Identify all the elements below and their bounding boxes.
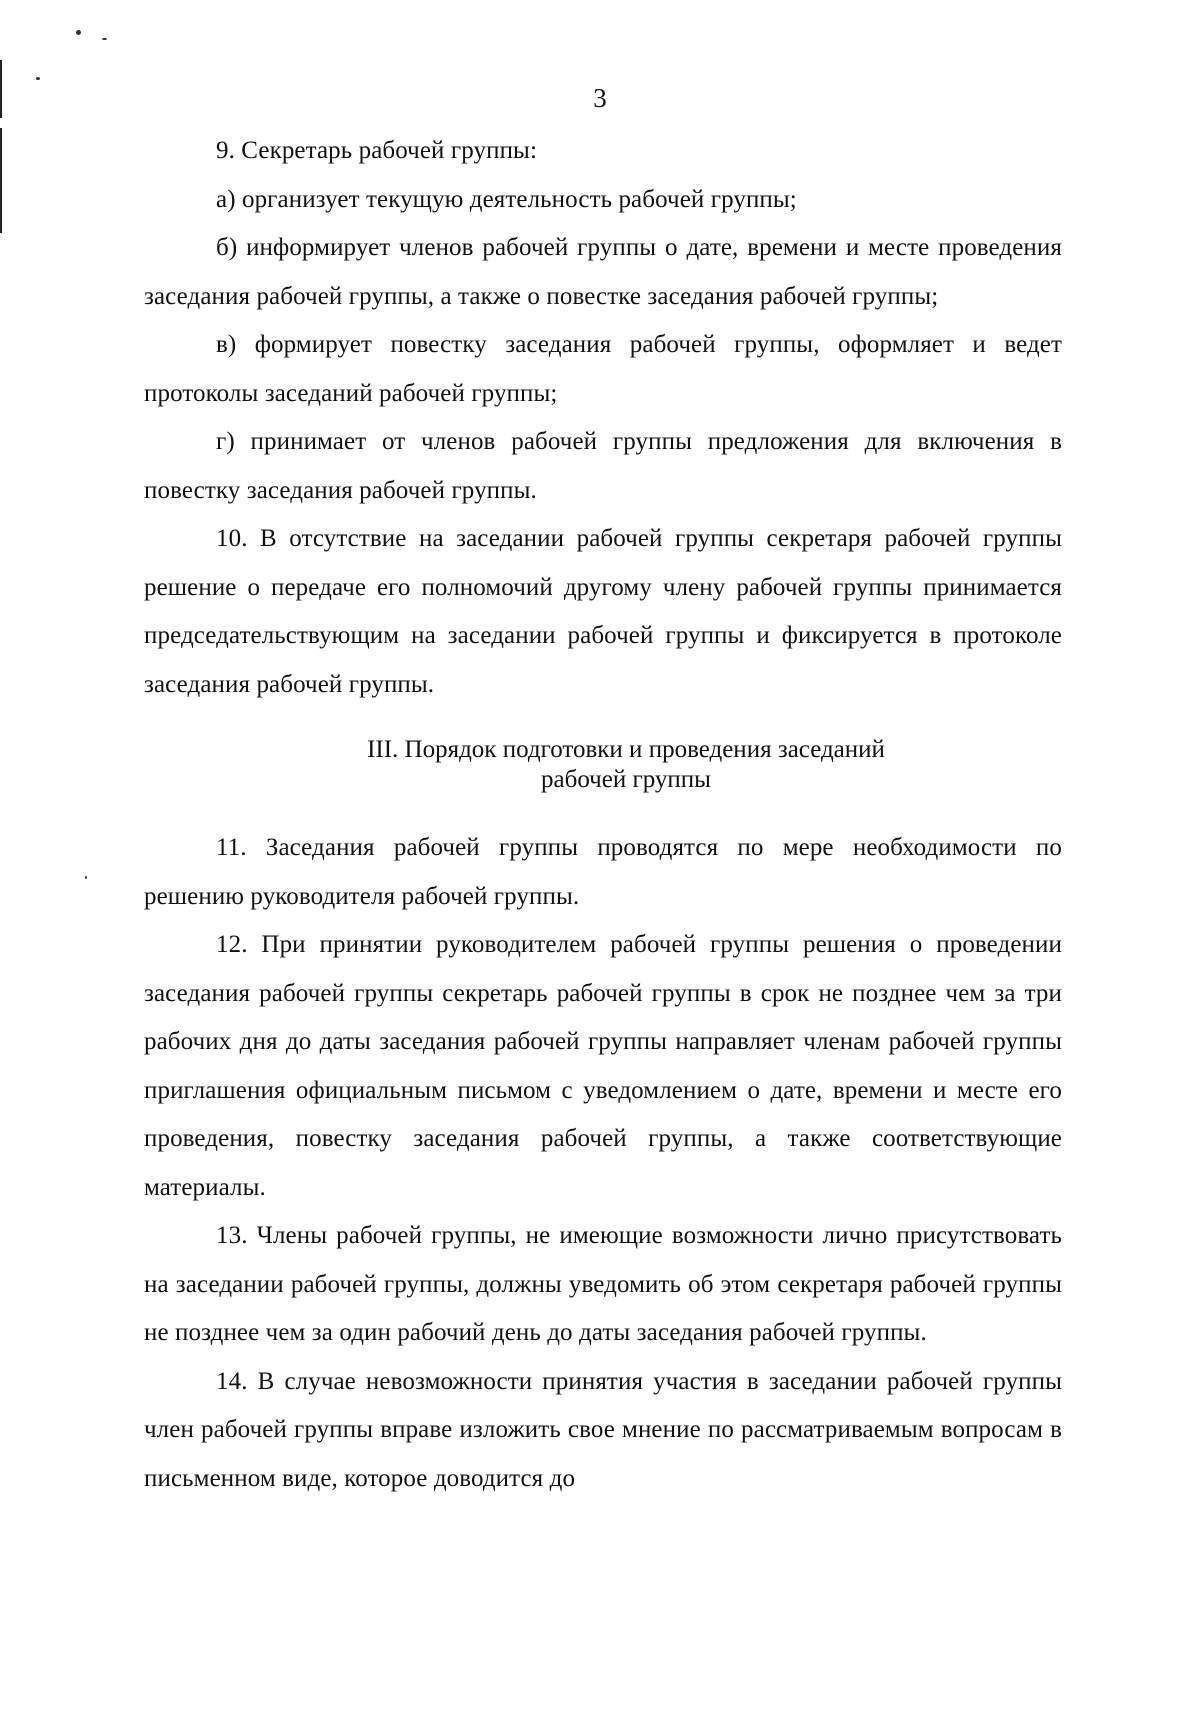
paragraph-9b: б) информирует членов рабочей группы о дате, времени и месте проведения заседания рабочей группы, а также о повестке заседания рабочей группы; (144, 234, 1062, 310)
scan-speck (102, 38, 107, 40)
paragraph-11: 11. Заседания рабочей группы проводятся по мере необходимости по решению руководителя рабочей группы. (144, 834, 1062, 910)
paragraph-13: 13. Члены рабочей группы, не имеющие возможности лично присутствовать на заседании рабочей группы, должны уведомить об этом секретаря рабочей группы не позднее чем за один рабочий день до даты заседания рабочей группы. (144, 1222, 1062, 1346)
section-heading-line-1: III. Порядок подготовки и проведения заседаний (367, 736, 885, 763)
paragraph-12: 12. При принятии руководителем рабочей группы решения о проведении заседания рабочей группы секретарь рабочей группы в срок не позднее чем за три рабочих дня до даты заседания рабочей группы направляет членам рабочей группы приглашения официальным письмом с уведомлением о дате, времени и месте его проведения, повестку заседания рабочей группы, а также соответствующие материалы. (144, 931, 1062, 1201)
section-heading (144, 735, 1062, 795)
page-number: 3 (593, 83, 607, 113)
paragraph-14: 14. В случае невозможности принятия участия в заседании рабочей группы член рабочей группы вправе изложить свое мнение по рассматриваемым вопросам в письменном виде, которое доводится до (144, 1367, 1062, 1492)
page-edge (0, 0, 2, 1712)
paragraph-10: 10. В отсутствие на заседании рабочей группы секретаря рабочей группы решение о передаче его полномочий другому члену рабочей группы принимается председательствующим на заседании рабочей группы и фиксируется в протоколе заседания рабочей группы. (144, 525, 1062, 698)
section-heading-line-2: рабочей группы (541, 766, 711, 793)
scan-edge-mark (0, 128, 2, 233)
paragraph-9: 9. Секретарь рабочей группы: (216, 137, 537, 164)
document-body (144, 127, 1062, 1503)
paragraph-9v: в) формирует повестку заседания рабочей группы, оформляет и ведет протоколы заседаний рабочей группы; (144, 331, 1062, 407)
scan-speck (85, 876, 87, 879)
scan-speck (36, 77, 40, 80)
scan-speck (76, 30, 81, 35)
paragraph-9g: г) принимает от членов рабочей группы предложения для включения в повестку заседания рабочей группы. (144, 428, 1062, 504)
paragraph-9a: а) организует текущую деятельность рабочей группы; (216, 185, 797, 213)
